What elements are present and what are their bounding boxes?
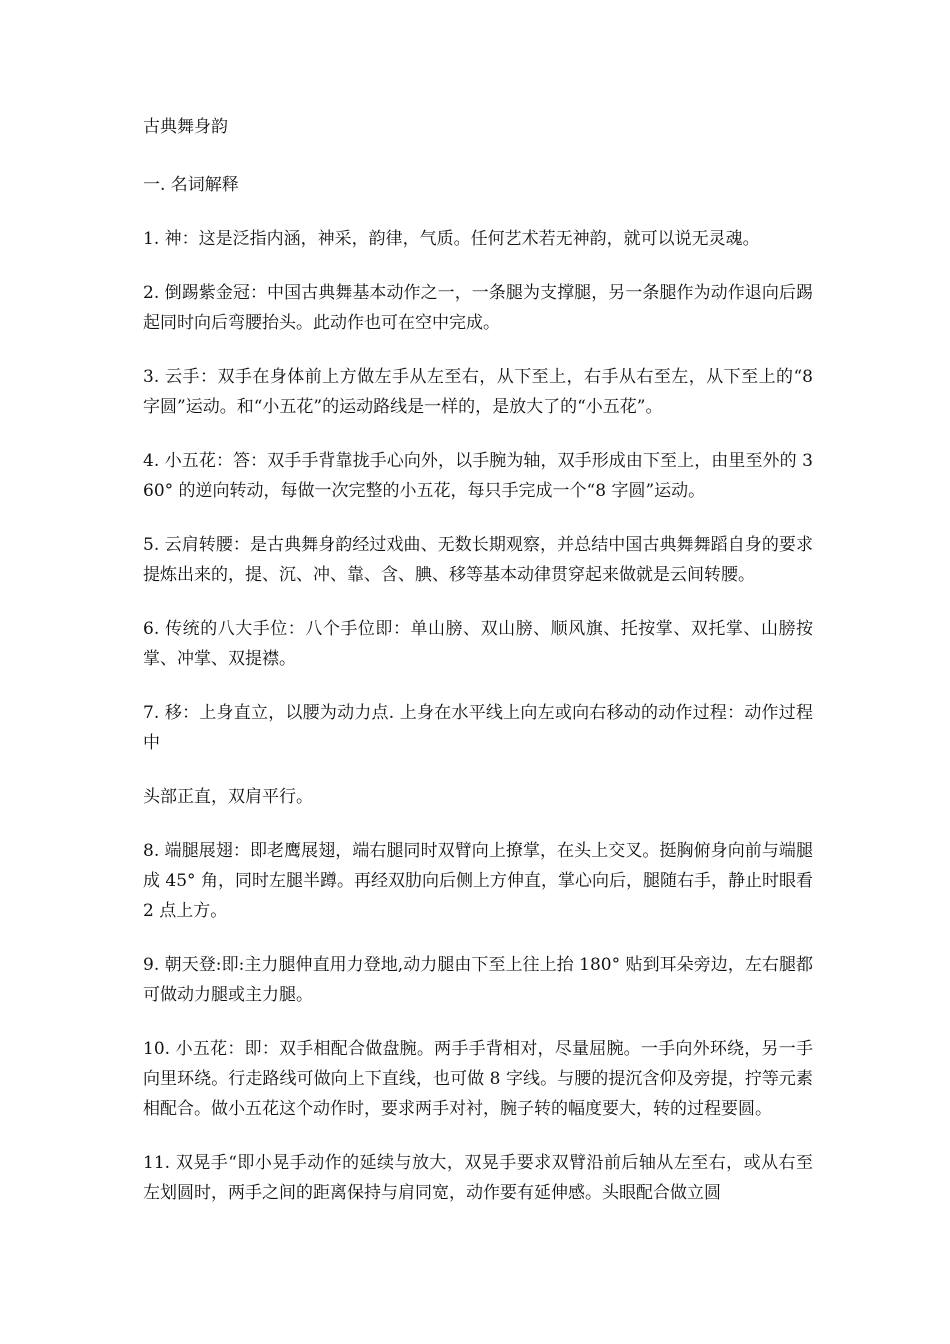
document-title: 古典舞身韵 bbox=[143, 117, 228, 137]
paragraph-8: 8. 端腿展翅：即老鹰展翅，端右腿同时双臂向上撩掌，在头上交叉。挺胸俯身向前与端腿成 45° 角，同时左腿半蹲。再经双肋向后侧上方伸直，掌心向后，腿随右手，静止时眼看 2 点上方。 bbox=[143, 841, 813, 921]
paragraph-4: 4. 小五花：答：双手手背靠拢手心向外，以手腕为轴，双手形成由下至上，由里至外的 360° 的逆向转动，每做一次完整的小五花，每只手完成一个“8 字圆”运动。 bbox=[143, 451, 813, 501]
paragraph-9: 9. 朝天登:即:主力腿伸直用力登地,动力腿由下至上往上抬 180° 贴到耳朵旁边，左右腿都可做动力腿或主力腿。 bbox=[143, 955, 813, 1005]
paragraph-2: 2. 倒踢紫金冠：中国古典舞基本动作之一，一条腿为支撑腿，另一条腿作为动作退向后踢起同时向后弯腰抬头。此动作也可在空中完成。 bbox=[143, 283, 813, 333]
paragraph-7-continued: 头部正直，双肩平行。 bbox=[143, 787, 313, 807]
paragraph-5: 5. 云肩转腰：是古典舞身韵经过戏曲、无数长期观察，并总结中国古典舞舞蹈自身的要求提炼出来的，提、沉、冲、靠、含、腆、移等基本动律贯穿起来做就是云间转腰。 bbox=[143, 535, 813, 585]
section-heading: 一. 名词解释 bbox=[143, 175, 239, 195]
document-body bbox=[143, 112, 813, 1232]
paragraph-10: 10. 小五花：即：双手相配合做盘腕。两手手背相对，尽量屈腕。一手向外环绕，另一手向里环绕。行走路线可做向上下直线，也可做 8 字线。与腰的提沉含仰及旁提，拧等元素相配合。做小五花这个动作时，要求两手对衬，腕子转的幅度要大，转的过程要圆。 bbox=[143, 1039, 813, 1119]
paragraph-6: 6. 传统的八大手位：八个手位即：单山膀、双山膀、顺风旗、托按掌、双托掌、山膀按掌、冲掌、双提襟。 bbox=[143, 619, 813, 669]
paragraph-7: 7. 移：上身直立，以腰为动力点. 上身在水平线上向左或向右移动的动作过程：动作过程中 bbox=[143, 703, 813, 753]
paragraph-3: 3. 云手：双手在身体前上方做左手从左至右，从下至上，右手从右至左，从下至上的“8 字圆”运动。和“小五花”的运动路线是一样的，是放大了的“小五花”。 bbox=[143, 367, 813, 417]
paragraph-1: 1. 神：这是泛指内涵，神采，韵律，气质。任何艺术若无神韵，就可以说无灵魂。 bbox=[143, 229, 760, 249]
paragraph-11: 11. 双晃手“即小晃手动作的延续与放大，双晃手要求双臂沿前后轴从左至右，或从右至左划圆时，两手之间的距离保持与肩同宽，动作要有延伸感。头眼配合做立圆 bbox=[143, 1153, 813, 1203]
